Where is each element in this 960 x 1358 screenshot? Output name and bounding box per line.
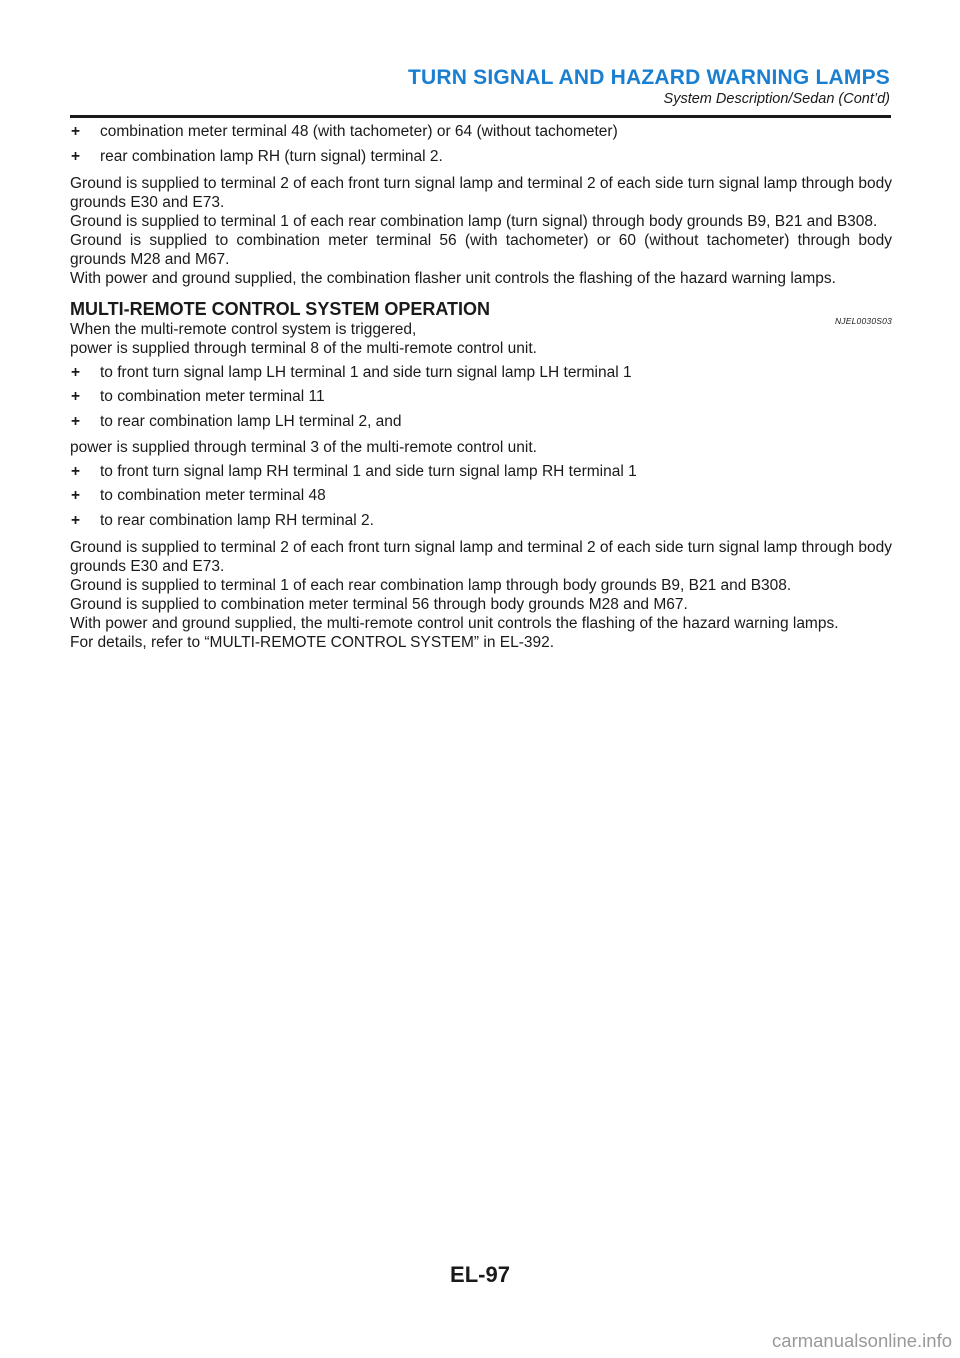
paragraph-line: Ground is supplied to terminal 1 of each rear combination lamp through body grounds B9, B21 and B308.: [70, 576, 792, 594]
page-number: EL-97: [450, 1262, 510, 1287]
header-rule: [70, 115, 891, 118]
paragraph-line: When the multi-remote control system is triggered,: [70, 320, 417, 338]
page-header: [70, 66, 890, 108]
bullet-text: to combination meter terminal 11: [100, 388, 325, 405]
paragraph: [70, 438, 892, 457]
paragraph-line: For details, refer to “MULTI-REMOTE CONTROL SYSTEM” in EL-392.: [70, 633, 555, 651]
bullet-item: [70, 486, 892, 505]
bullet-mark: +: [71, 388, 81, 405]
paragraph-line: Ground is supplied to combination meter terminal 56 (with tachometer) or 60 (without tachometer) through body grounds M28 and M67.: [70, 231, 892, 268]
section-heading: [70, 298, 892, 326]
paragraph-line: Ground is supplied to terminal 2 of each front turn signal lamp and terminal 2 of each side turn signal lamp through body grounds E30 and E73.: [70, 174, 892, 211]
bullet-mark: +: [71, 511, 81, 529]
bullet-text: to rear combination lamp RH terminal 2.: [100, 511, 374, 529]
bullet-text: rear combination lamp RH (turn signal) terminal 2.: [100, 147, 443, 165]
paragraph-line: With power and ground supplied, the combination flasher unit controls the flashing of the hazard warning lamps.: [70, 269, 836, 287]
bullet-mark: +: [71, 123, 81, 140]
bullet-mark: +: [71, 412, 81, 430]
paragraph-line: power is supplied through terminal 3 of the multi-remote control unit.: [70, 438, 537, 456]
paragraph-line: Ground is supplied to combination meter terminal 56 through body grounds M28 and M67.: [70, 595, 688, 613]
bullet-text: to front turn signal lamp LH terminal 1 and side turn signal lamp LH terminal 1: [100, 363, 632, 381]
bullet-mark: +: [71, 487, 81, 504]
paragraph: [70, 538, 892, 652]
bullet-item: [70, 462, 892, 481]
header-subtitle: System Description/Sedan (Cont’d): [663, 91, 890, 107]
paragraph: [70, 320, 892, 358]
bullet-mark: +: [71, 462, 81, 480]
bullet-item: [70, 387, 892, 406]
paragraph-line: With power and ground supplied, the multi-remote control unit controls the flashing of the hazard warning lamps.: [70, 614, 839, 632]
bullet-mark: +: [71, 147, 81, 165]
bullet-item: [70, 122, 892, 141]
section-code: NJEL0030S03: [834, 315, 892, 326]
paragraph: [70, 174, 892, 288]
paragraph-line: power is supplied through terminal 8 of the multi-remote control unit.: [70, 339, 537, 357]
bullet-item: [70, 363, 892, 382]
paragraph-line: Ground is supplied to terminal 1 of each rear combination lamp (turn signal) through body grounds B9, B21 and B308.: [70, 212, 878, 230]
bullet-text: to front turn signal lamp RH terminal 1 and side turn signal lamp RH terminal 1: [100, 462, 637, 480]
watermark: carmanualsonline.info: [772, 1330, 952, 1351]
page-content: [70, 122, 892, 652]
bullet-item: [70, 511, 892, 530]
header-title: TURN SIGNAL AND HAZARD WARNING LAMPS: [407, 66, 890, 89]
section-title: MULTI-REMOTE CONTROL SYSTEM OPERATION: [70, 298, 490, 319]
bullet-text: to rear combination lamp LH terminal 2, and: [100, 412, 402, 430]
bullet-item: [70, 147, 892, 166]
bullet-text: to combination meter terminal 48: [100, 487, 326, 504]
bullet-mark: +: [71, 363, 81, 381]
bullet-text: combination meter terminal 48 (with tachometer) or 64 (without tachometer): [100, 123, 618, 140]
paragraph-line: Ground is supplied to terminal 2 of each front turn signal lamp and terminal 2 of each side turn signal lamp through body grounds E30 and E73.: [70, 538, 892, 575]
bullet-item: [70, 412, 892, 431]
